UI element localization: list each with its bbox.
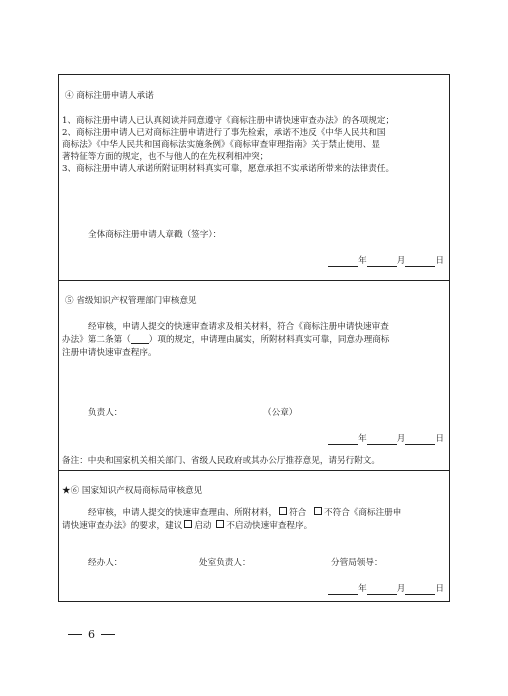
commitment-line-4: 著特征等方面的规定，也不与他人的在先权利相冲突； (62, 152, 269, 162)
bureau-leader-label: 分管局领导： (331, 558, 383, 568)
remark-note: 备注：中央和国家机关相关部门、省级人民政府或其办公厅推荐意见，请另行附文。 (62, 456, 380, 466)
section-provincial-review (59, 281, 449, 471)
responsible-person-label: 负责人： (88, 408, 123, 418)
provincial-opinion-line-3: 注册申请快速审查程序。 (62, 348, 157, 358)
section-6-title: ★⑥ 国家知识产权局商标局审核意见 (62, 486, 203, 496)
office-opinion-line-2: 请快速审查办法》的要求，建议 启动 不启动快速审查程序。 (62, 521, 313, 531)
date-line: 年 月 日 (328, 255, 444, 267)
applicant-signature-label: 全体商标注册申请人章戳（签字）： (88, 230, 222, 240)
office-opinion-line-1: 经审核，申请人提交的快速审查理由、所附材料， 符合 不符合《商标注册申 (88, 508, 402, 518)
commitment-line-1: 1、商标注册申请人已认真阅读并同意遵守《商标注册申请快速审查办法》的各项规定； (62, 116, 395, 126)
commitment-line-2: 2、商标注册申请人已对商标注册申请进行了事先检索，承诺不违反《中华人民共和国 (62, 128, 386, 138)
commitment-line-3: 商标法》《中华人民共和国商标法实施条例》《商标审查审理指南》关于禁止使用、显 (62, 140, 380, 150)
form-table (58, 74, 450, 602)
date-line: 年 月 日 (328, 433, 444, 445)
section-trademark-office-review (59, 471, 449, 601)
provincial-opinion-line-2: 办法》第二条第（ ）项的规定，申请理由属实，所附材料真实可靠，同意办理商标 (62, 335, 390, 345)
section-4-title: ④ 商标注册申请人承诺 (65, 91, 154, 101)
section-5-title: ⑤ 省级知识产权管理部门审核意见 (65, 296, 197, 306)
handler-label: 经办人： (88, 558, 123, 568)
checkbox-not-start[interactable] (216, 520, 224, 528)
office-head-label: 处室负责人： (199, 558, 251, 568)
section-applicant-commitment (59, 75, 449, 281)
page-number: 6 (68, 628, 115, 641)
checkbox-start[interactable] (184, 520, 192, 528)
official-seal-label: （公章） (263, 408, 298, 418)
checkbox-not-comply[interactable] (314, 507, 322, 515)
checkbox-comply[interactable] (279, 507, 287, 515)
commitment-line-5: 3、商标注册申请人承诺所附证明材料真实可靠，愿意承担不实承诺所带来的法律责任。 (62, 164, 395, 174)
provincial-opinion-line-1: 经审核，申请人提交的快速审查请求及相关材料，符合《商标注册申请快速审查 (88, 322, 389, 332)
date-line: 年 月 日 (328, 583, 444, 595)
